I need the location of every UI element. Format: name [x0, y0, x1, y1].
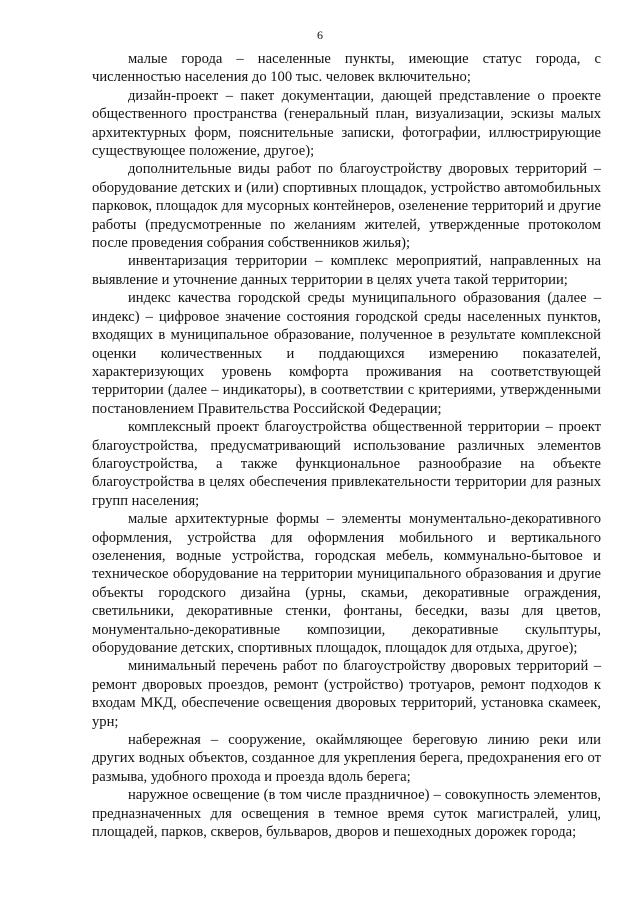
definition-paragraph: индекс качества городской среды муниципального образования (далее – индекс) – цифровое значение состояния городской среды населенных пунктов, входящих в муниципальное образование, полученное в результате комплексной оценки количественных и поддающихся измерению показателей, характеризующих уровень комфорта проживания на соответствующей территории (далее – индикаторы), в соответствии с критериями, утвержденными постановлением Правительства Российской Федерации; — [92, 290, 601, 417]
definition-paragraph: набережная – сооружение, окаймляющее береговую линию реки или других водных объектов, созданное для укрепления берега, предохранения его от размыва, удобного прохода и проезда вдоль берега; — [92, 732, 601, 785]
definition-paragraph: дизайн-проект – пакет документации, дающей представление о проекте общественного пространства (генеральный план, визуализации, эскизы малых архитектурных форм, пояснительные записки, фотографии, иллюстрирующие существующее положение, другое); — [92, 87, 601, 160]
definition-paragraph: дополнительные виды работ по благоустройству дворовых территорий – оборудование детских и (или) спортивных площадок, устройство автомобильных парковок, площадок для мусорных контейнеров, озеленение территорий и другие работы (предусмотренные по желаниям жителей, утвержденные протоколом после проведения собрания собственников жилья); — [92, 161, 601, 252]
definition-paragraph: малые города – населенные пункты, имеющие статус города, с численностью населения до 100 тыс. человек включительно; — [92, 51, 601, 86]
document-body — [92, 50, 601, 841]
definition-paragraph: наружное освещение (в том числе праздничное) – совокупность элементов, предназначенных для освещения в темное время суток магистралей, улиц, площадей, парков, скверов, бульваров, дворов и пешеходных дорожек города; — [92, 787, 601, 841]
definition-paragraph: комплексный проект благоустройства общественной территории – проект благоустройства, предусматривающий использование различных элементов благоустройства, а также функциональное разнообразие на объекте благоустройства в целях обеспечения привлекательности территории для разных групп населения; — [92, 419, 601, 509]
definition-paragraph: минимальный перечень работ по благоустройству дворовых территорий – ремонт дворовых проездов, ремонт (устройство) тротуаров, ремонт подходов к входам МКД, обеспечение освещения дворовых территорий, установка скамеек, урн; — [92, 658, 601, 730]
definition-paragraph: инвентаризация территории – комплекс мероприятий, направленных на выявление и уточнение данных территории в целях учета такой территории; — [92, 253, 601, 288]
page-number: 6 — [317, 28, 323, 42]
definition-paragraph: малые архитектурные формы – элементы монументально-декоративного оформления, устройства для оформления мобильного и вертикального озеленения, водные устройства, городская мебель, коммунально-бытовое и техническое оборудование на территории муниципального образования и другие объекты городского дизайна (урны, скамьи, декоративные ограждения, светильники, декоративные стенки, фонтаны, беседки, вазы для цветов, монументально-декоративные композиции, декоративные скульптуры, оборудование детских, спортивных площадок, площадок для отдыха, другое); — [92, 511, 601, 656]
